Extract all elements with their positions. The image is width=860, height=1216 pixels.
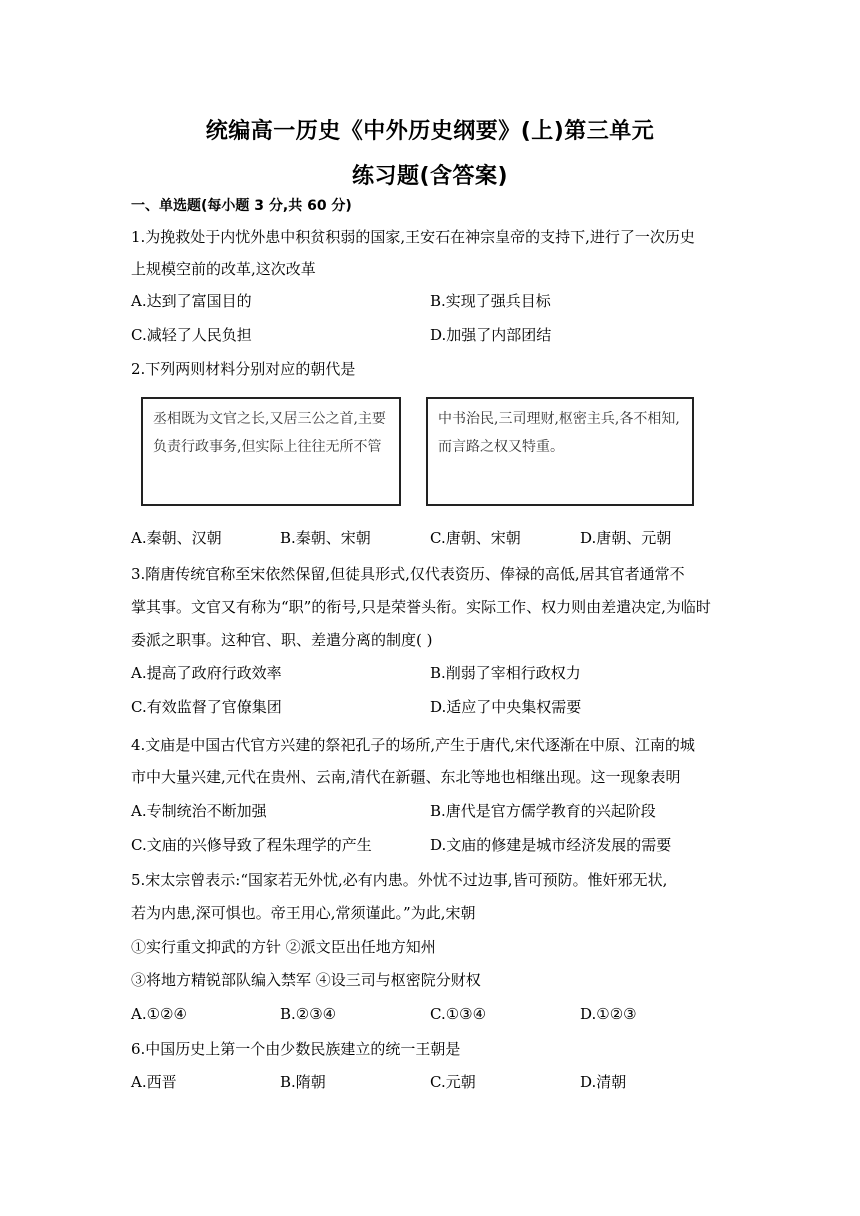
q1-stem-line1: 1.为挽救处于内忧外患中积贫积弱的国家,王安石在神宗皇帝的支持下,进行了一次历史 — [131, 228, 695, 246]
q3-stem-line3: 委派之职事。这种官、职、差遣分离的制度( ) — [131, 631, 433, 649]
q5-items-line1: ①实行重文抑武的方针 ②派文臣出任地方知州 — [131, 938, 436, 956]
q1-option-b: B.实现了强兵目标 — [430, 292, 551, 310]
q2-material-box-1: 丞相既为文官之长,又居三公之首,主要负责行政事务,但实际上往往无所不管 — [141, 397, 401, 506]
q2-option-a: A.秦朝、汉朝 — [131, 529, 222, 547]
q3-option-c: C.有效监督了官僚集团 — [131, 698, 282, 716]
q2-option-d: D.唐朝、元朝 — [580, 529, 672, 547]
q4-option-d: D.文庙的修建是城市经济发展的需要 — [430, 836, 672, 854]
q3-option-b: B.削弱了宰相行政权力 — [430, 664, 581, 682]
q6-option-d: D.清朝 — [580, 1073, 627, 1091]
q4-option-a: A.专制统治不断加强 — [131, 802, 267, 820]
q3-option-d: D.适应了中央集权需要 — [430, 698, 582, 716]
q4-stem-line1: 4.文庙是中国古代官方兴建的祭祀孔子的场所,产生于唐代,宋代逐渐在中原、江南的城 — [131, 736, 695, 754]
q3-stem-line2: 掌其事。文官又有称为“职”的衔号,只是荣誉头衔。实际工作、权力则由差遣决定,为临时 — [131, 598, 711, 616]
q1-option-d: D.加强了内部团结 — [430, 326, 552, 344]
document-subtitle: 练习题(含答案) — [351, 164, 509, 189]
q5-option-a: A.①②④ — [131, 1005, 187, 1023]
q2-stem: 2.下列两则材料分别对应的朝代是 — [131, 360, 356, 378]
document-title: 统编高一历史《中外历史纲要》(上)第三单元 — [205, 119, 655, 144]
q5-option-b: B.②③④ — [280, 1005, 337, 1023]
q1-option-a: A.达到了富国目的 — [131, 292, 252, 310]
q2-option-c: C.唐朝、宋朝 — [430, 529, 521, 547]
q5-option-c: C.①③④ — [430, 1005, 487, 1023]
q5-items-line2: ③将地方精锐部队编入禁军 ④设三司与枢密院分财权 — [131, 971, 481, 989]
q2-material-box-2: 中书治民,三司理财,枢密主兵,各不相知,而言路之权又特重。 — [426, 397, 694, 506]
q2-option-b: B.秦朝、宋朝 — [280, 529, 371, 547]
q4-stem-line2: 市中大量兴建,元代在贵州、云南,清代在新疆、东北等地也相继出现。这一现象表明 — [131, 768, 681, 786]
q4-option-b: B.唐代是官方儒学教育的兴起阶段 — [430, 802, 656, 820]
q1-option-c: C.减轻了人民负担 — [131, 326, 252, 344]
q6-option-c: C.元朝 — [430, 1073, 476, 1091]
q5-stem-line2: 若为内患,深可惧也。帝王用心,常须谨此。”为此,宋朝 — [131, 904, 476, 922]
q6-option-b: B.隋朝 — [280, 1073, 326, 1091]
q3-option-a: A.提高了政府行政效率 — [131, 664, 282, 682]
q3-stem-line1: 3.隋唐传统官称至宋依然保留,但徒具形式,仅代表资历、俸禄的高低,居其官者通常不 — [131, 565, 685, 583]
q6-stem: 6.中国历史上第一个由少数民族建立的统一王朝是 — [131, 1040, 461, 1058]
q5-option-d: D.①②③ — [580, 1005, 637, 1023]
q4-option-c: C.文庙的兴修导致了程朱理学的产生 — [131, 836, 372, 854]
q1-stem-line2: 上规模空前的改革,这次改革 — [131, 260, 316, 278]
q6-option-a: A.西晋 — [131, 1073, 177, 1091]
section-heading: 一、单选题(每小题 3 分,共 60 分) — [131, 198, 352, 214]
q5-stem-line1: 5.宋太宗曾表示:“国家若无外忧,必有内患。外忧不过边事,皆可预防。惟奸邪无状, — [131, 871, 668, 889]
